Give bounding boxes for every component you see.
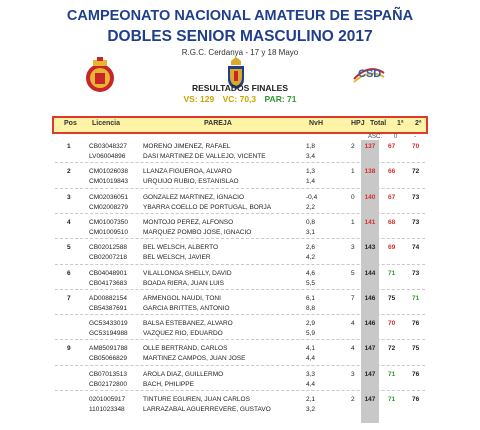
player-1-name: MONTOJO PEREZ, ALFONSO xyxy=(143,218,234,226)
player-1-name: OLLE BERTRAND, CARLOS xyxy=(143,345,228,353)
position: 9 xyxy=(67,345,71,353)
licence-1: CB02012588 xyxy=(89,244,127,252)
round2-score: 71 xyxy=(412,294,420,302)
stat-vc: VC: 70,3 xyxy=(222,94,257,104)
licence-2: CB02007218 xyxy=(89,254,127,262)
round2-score: 73 xyxy=(412,218,420,226)
round2-score: 72 xyxy=(412,168,420,176)
hpj-value: 1 xyxy=(351,218,355,226)
hpj-value: 0 xyxy=(351,193,355,201)
handicap-1: -0,4 xyxy=(306,193,318,201)
position: 6 xyxy=(67,269,71,277)
position: 4 xyxy=(67,218,71,226)
stat-par: PAR: 71 xyxy=(264,94,297,104)
licence-1: AM85091788 xyxy=(89,345,128,353)
licence-1: GC53433019 xyxy=(89,320,128,328)
player-2-name: MARQUEZ POMBO JOSE, IGNACIO xyxy=(143,228,252,236)
col-round1: 1ª xyxy=(397,120,404,127)
handicap-1: 2,1 xyxy=(306,396,316,403)
asc-round2: - xyxy=(414,134,416,140)
hpj-value: 2 xyxy=(351,396,355,403)
licence-2: LV06004896 xyxy=(89,153,126,160)
handicap-2: 8,8 xyxy=(306,304,316,312)
player-2-name: BEL WELSCH, JAVIER xyxy=(143,254,211,262)
hpj-value: 2 xyxy=(351,143,355,150)
licence-1: CB07013513 xyxy=(89,370,127,378)
row-divider xyxy=(55,264,425,265)
licence-2: CM02008279 xyxy=(89,203,129,211)
position: 3 xyxy=(67,193,71,201)
handicap-2: 3,4 xyxy=(306,153,316,160)
col-round2: 2ª xyxy=(415,120,422,127)
col-pareja: PAREJA xyxy=(204,120,232,127)
csd-logo-text: CSD xyxy=(358,68,382,80)
asc-label: ASC: xyxy=(368,134,383,140)
licence-2: CB05066829 xyxy=(89,355,127,363)
round2-score: 76 xyxy=(412,396,420,403)
col-pos: Pos xyxy=(64,120,77,127)
hpj-value: 4 xyxy=(351,345,355,353)
handicap-2: 5,9 xyxy=(306,330,316,338)
round1-score: 72 xyxy=(388,345,396,353)
handicap-1: 1,3 xyxy=(306,168,316,176)
row-divider xyxy=(55,238,425,239)
licence-1: CM01007350 xyxy=(89,218,129,226)
handicap-2: 3,2 xyxy=(306,406,316,413)
table-header xyxy=(52,116,428,134)
handicap-1: 2,9 xyxy=(306,320,316,328)
round2-score: 75 xyxy=(412,345,420,353)
licence-1: CB04048901 xyxy=(89,269,127,277)
total-score: 147 xyxy=(361,393,379,423)
handicap-1: 1,8 xyxy=(306,143,316,150)
player-1-name: GONZALEZ MARTINEZ, IGNACIO xyxy=(143,193,245,201)
round2-score: 76 xyxy=(412,320,420,328)
licence-1: AD00882154 xyxy=(89,294,127,302)
round1-score: 71 xyxy=(388,396,396,403)
round2-score: 76 xyxy=(412,370,420,378)
player-1-name: LLANZA FIGUEROA, ALVARO xyxy=(143,168,232,176)
row-divider xyxy=(55,365,425,366)
player-2-name: MARTINEZ CAMPOS, JUAN JOSE xyxy=(143,355,246,363)
results-title: RESULTADOS FINALES xyxy=(191,83,289,93)
player-1-name: BALSA ESTEBANEZ, ALVARO xyxy=(143,320,233,328)
hpj-value: 5 xyxy=(351,269,355,277)
handicap-1: 3,3 xyxy=(306,370,316,378)
row-divider xyxy=(55,213,425,214)
row-divider xyxy=(55,314,425,315)
total-score: 146 xyxy=(361,317,379,347)
handicap-2: 1,4 xyxy=(306,178,316,186)
total-score: 147 xyxy=(361,342,379,372)
col-licencia: Licencia xyxy=(92,120,121,127)
position: 5 xyxy=(67,244,71,252)
player-1-name: BEL WELSCH, ALBERTO xyxy=(143,244,219,252)
hpj-value: 3 xyxy=(351,370,355,378)
round1-score: 75 xyxy=(388,294,396,302)
row-divider xyxy=(55,289,425,290)
hpj-value: 4 xyxy=(351,320,355,328)
total-score: 141 xyxy=(361,216,379,246)
table-row xyxy=(55,393,425,424)
row-divider xyxy=(55,162,425,163)
handicap-2: 3,1 xyxy=(306,228,316,236)
round1-score: 71 xyxy=(388,370,396,378)
round1-score: 71 xyxy=(388,269,396,277)
championship-title: CAMPEONATO NACIONAL AMATEUR DE ESPAÑA xyxy=(66,8,414,24)
row-divider xyxy=(55,390,425,391)
player-2-name: BOADA RIERA, JUAN LUIS xyxy=(143,279,224,287)
licence-1: CM02036051 xyxy=(89,193,129,201)
round2-score: 74 xyxy=(412,244,420,252)
round2-score: 73 xyxy=(412,269,420,277)
event-title: DOBLES SENIOR MASCULINO 2017 xyxy=(107,28,373,45)
total-score: 147 xyxy=(361,368,379,398)
licence-2: GC53194988 xyxy=(89,330,128,338)
round2-score: 70 xyxy=(412,143,420,150)
handicap-2: 2,2 xyxy=(306,203,316,211)
player-2-name: VAZQUEZ RIO, EDUARDO xyxy=(143,330,223,338)
handicap-1: 6,1 xyxy=(306,294,316,302)
licence-1: CB03048327 xyxy=(89,143,127,150)
handicap-2: 4,2 xyxy=(306,254,316,262)
round1-score: 67 xyxy=(388,193,396,201)
handicap-1: 2,6 xyxy=(306,244,316,252)
stat-vs: VS: 129 xyxy=(183,94,215,104)
player-1-name: AROLA DIAZ, GUILLERMO xyxy=(143,370,224,378)
total-score: 144 xyxy=(361,267,379,297)
total-score: 146 xyxy=(361,292,379,322)
asc-round1: 0 xyxy=(394,134,398,140)
col-total: Total xyxy=(370,120,387,127)
player-2-name: LARRAZABAL AGUERREVERE, GUSTAVO xyxy=(143,406,271,413)
total-score: 140 xyxy=(361,191,379,221)
round1-score: 70 xyxy=(388,320,396,328)
licence-2: CM01009510 xyxy=(89,228,129,236)
round1-score: 67 xyxy=(388,143,396,150)
player-2-name: YBARRA COELLO DE PORTUGAL, BORJA xyxy=(143,203,272,211)
round1-score: 66 xyxy=(388,168,396,176)
handicap-1: 0,8 xyxy=(306,218,316,226)
position: 7 xyxy=(67,294,71,302)
licence-2: CB04173683 xyxy=(89,279,127,287)
col-nvh: NvH xyxy=(309,120,324,127)
course-stats xyxy=(0,94,480,104)
handicap-2: 5,5 xyxy=(306,279,316,287)
round1-score: 69 xyxy=(388,244,396,252)
player-2-name: DASI MARTINEZ DE VALLEJO, VICENTE xyxy=(143,153,266,160)
hpj-value: 3 xyxy=(351,244,355,252)
hpj-value: 1 xyxy=(351,168,355,176)
licence-1: 0201005917 xyxy=(89,396,126,403)
hpj-value: 7 xyxy=(351,294,355,302)
total-score: 143 xyxy=(361,241,379,271)
licence-2: CM01019843 xyxy=(89,178,129,186)
licence-2: CB02172800 xyxy=(89,380,127,388)
round1-score: 68 xyxy=(388,218,396,226)
position: 2 xyxy=(67,168,71,176)
player-2-name: BACH, PHILIPPE xyxy=(143,380,194,388)
total-score: 137 xyxy=(361,140,379,170)
row-divider xyxy=(55,339,425,340)
player-1-name: ARMENGOL NAUDI, TONI xyxy=(143,294,221,302)
player-1-name: MORENO JIMENEZ, RAFAEL xyxy=(143,143,231,150)
player-2-name: URQUIJO RUBIO, ESTANISLAO xyxy=(143,178,239,186)
col-hpj: HPJ xyxy=(351,120,365,127)
licence-2: 1101023348 xyxy=(89,406,125,413)
player-1-name: VILALLONGA SHELLY, DAVID xyxy=(143,269,232,277)
venue-date: R.G.C. Cerdanya - 17 y 18 Mayo xyxy=(181,48,299,57)
row-divider xyxy=(55,188,425,189)
handicap-2: 4,4 xyxy=(306,380,316,388)
round2-score: 73 xyxy=(412,193,420,201)
handicap-1: 4,1 xyxy=(306,345,316,353)
licence-2: CB54387691 xyxy=(89,304,127,312)
handicap-2: 4,4 xyxy=(306,355,316,363)
player-1-name: TINTURE EGUREN, JUAN CARLOS xyxy=(143,396,250,403)
position: 1 xyxy=(67,143,71,150)
total-score: 138 xyxy=(361,165,379,195)
licence-1: CM01026038 xyxy=(89,168,129,176)
handicap-1: 4,6 xyxy=(306,269,316,277)
player-2-name: GARCIA BRITTES, ANTONIO xyxy=(143,304,230,312)
